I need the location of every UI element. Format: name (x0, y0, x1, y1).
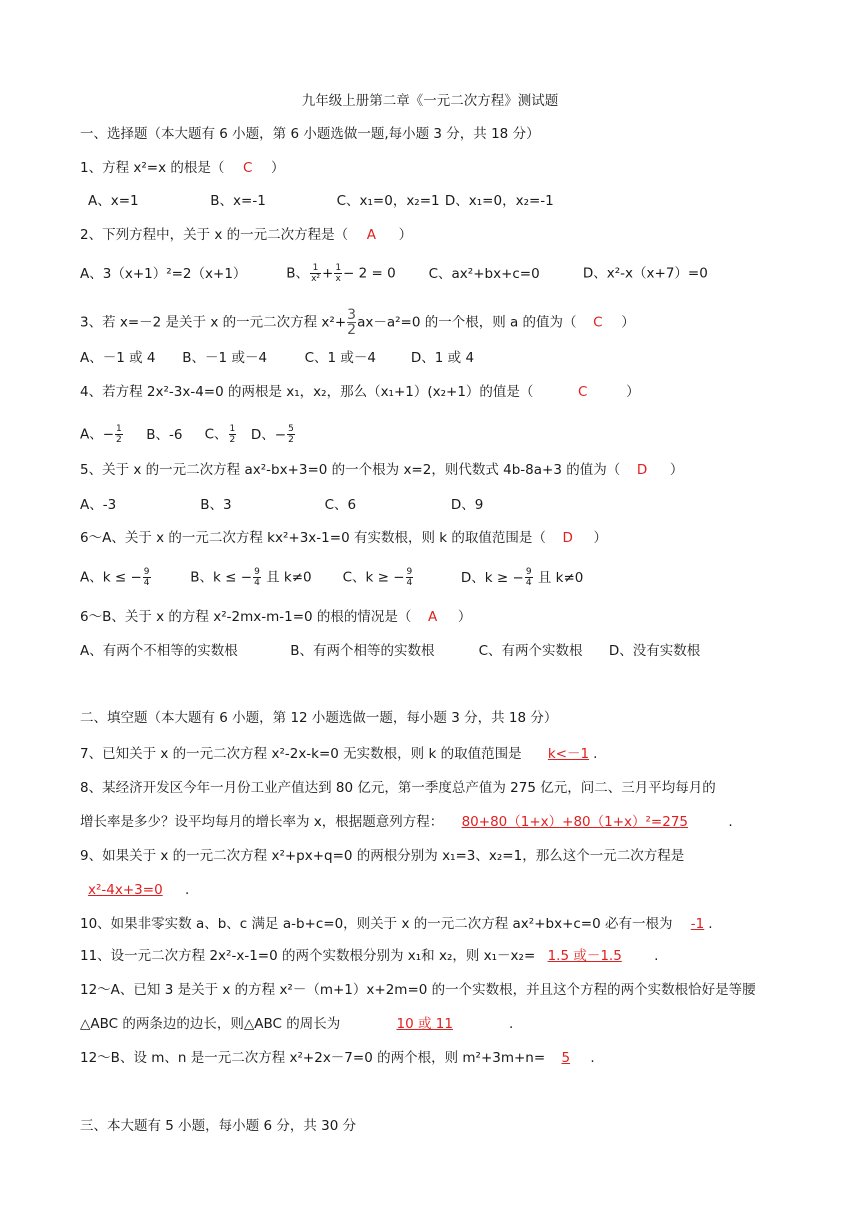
question-7-end: . (593, 746, 598, 762)
option-c-label: C、k ≥ − (342, 569, 405, 586)
question-11-answer: 1.5 或－1.5 (547, 948, 622, 964)
option-b: B、-6 (146, 426, 183, 443)
question-9-end: . (184, 882, 190, 898)
question-12b (80, 1048, 595, 1068)
option-d-label: D、k ≥ − (460, 569, 524, 586)
question-10-stem: 10、如果非零实数 a、b、c 满足 a-b+c=0，则关于 x 的一元二次方程 ax²+bx+c=0 必有一根为 (80, 916, 673, 932)
question-1-answer: C (242, 160, 253, 176)
numerator: 1 (116, 424, 122, 434)
option-a: A、x=1 (88, 193, 139, 209)
question-5-answer: D (636, 462, 648, 478)
numerator: 1 (335, 263, 342, 273)
option-c: C、有两个实数根 (478, 643, 583, 659)
question-11 (80, 946, 658, 966)
question-3-options (80, 348, 474, 368)
question-10-answer: -1 (690, 916, 705, 932)
question-6b-options (80, 641, 700, 661)
numerator: 1 (310, 263, 321, 274)
question-1-close: ） (271, 160, 285, 176)
option-a (80, 424, 142, 445)
question-3-stem-a: 3、若 x=－2 是关于 x 的一元二次方程 x²+ (80, 314, 347, 331)
option-b-tail: 且 k≠0 (266, 569, 312, 586)
question-6a-options (80, 567, 583, 588)
question-8-stem: 增长率是多少？设平均每月的增长率为 x，根据题意列方程： (80, 814, 444, 830)
question-5-close: ） (669, 462, 684, 478)
option-b: B、3 (200, 497, 232, 513)
option-c (343, 567, 457, 588)
option-a: A、－1 或 4 (80, 350, 156, 366)
denominator: 2 (347, 322, 357, 338)
question-5-stem: 5、关于 x 的一元二次方程 ax²-bx+3=0 的一个根为 x=2，则代数式 4b-8a+3 的值为（ (80, 462, 621, 478)
option-b (190, 567, 338, 588)
option-d: D、没有实数根 (608, 643, 701, 659)
numerator: 9 (254, 567, 260, 577)
fraction (406, 567, 414, 588)
option-c-label: C、 (204, 426, 228, 443)
section1-heading: 一、选择题（本大题有 6 小题，第 6 小题选做一题,每小题 3 分，共 18 分） (80, 126, 540, 142)
question-6a (80, 528, 607, 548)
question-3 (80, 308, 635, 337)
section3-heading: 三、本大题有 5 小题，每小题 6 分，共 30 分 (80, 1118, 357, 1134)
option-a: A、3（x+1）²=2（x+1） (80, 265, 247, 282)
option-b (286, 263, 424, 284)
option-c (205, 424, 247, 445)
denominator: 4 (406, 578, 413, 588)
question-1 (80, 158, 285, 178)
question-12a-line1: 12～A、已知 3 是关于 x 的方程 x²－（m+1）x+2m=0 的一个实数根，并且这个方程的两个实数根恰好是等腰 (80, 982, 756, 998)
question-6b (80, 607, 471, 627)
denominator: 4 (254, 578, 260, 588)
question-6b-answer: A (427, 609, 438, 625)
question-12a-answer: 10 或 11 (396, 1016, 453, 1032)
fraction (310, 263, 321, 284)
option-c: C、x₁=0，x₂=1 (336, 193, 440, 209)
question-8-line1: 8、某经济开发区今年一月份工业产值达到 80 亿元，第一季度总产值为 275 亿元，问二、三月平均每月的 (80, 780, 716, 796)
question-6a-answer: D (562, 530, 573, 546)
question-8-answer: 80+80（1+x）+80（1+x）²=275 (461, 814, 689, 830)
question-2-close: ） (398, 227, 413, 243)
question-3-stem-b: ax－a²=0 的一个根，则 a 的值为（ (357, 314, 577, 331)
question-3-answer: C (593, 314, 603, 331)
option-b: B、x=-1 (210, 193, 266, 209)
denominator: 4 (143, 578, 150, 588)
question-11-end: . (654, 948, 659, 964)
option-a: A、-3 (80, 497, 117, 513)
question-1-stem: 1、方程 x²=x 的根是（ (80, 160, 225, 176)
plus-sign: + (322, 265, 334, 282)
question-6a-stem: 6～A、关于 x 的一元二次方程 kx²+3x-1=0 有实数根，则 k 的取值范围是（ (80, 530, 546, 546)
fraction (115, 424, 123, 445)
question-6a-close: ） (593, 530, 607, 546)
page-title: 九年级上册第二章《一元二次方程》测试题 (301, 93, 559, 109)
question-4-answer: C (578, 384, 588, 400)
question-12b-end: . (590, 1050, 595, 1066)
question-4-stem: 4、若方程 2x²-3x-4=0 的两根是 x₁，x₂，那么（x₁+1）(x₂+1）的值是（ (80, 384, 534, 400)
fraction (334, 263, 342, 284)
question-12a-stem: △ABC 的两条边的边长，则△ABC 的周长为 (80, 1016, 341, 1032)
denominator: 2 (229, 435, 236, 445)
question-12a-end: . (508, 1016, 514, 1032)
question-8-line2 (80, 812, 733, 832)
question-9-line1: 9、如果关于 x 的一元二次方程 x²+px+q=0 的两根分别为 x₁=3、x₂=1，那么这个一元二次方程是 (80, 848, 685, 864)
denominator: 2 (116, 435, 122, 445)
question-4-close: ） (626, 384, 640, 400)
option-b: B、有两个相等的实数根 (290, 643, 435, 659)
question-7 (80, 744, 597, 764)
option-c: C、1 或－4 (304, 350, 376, 366)
option-d-label: D、− (250, 426, 287, 443)
fraction (229, 424, 237, 445)
fraction (347, 308, 356, 337)
option-c: C、6 (324, 497, 357, 513)
numerator: 5 (288, 424, 294, 434)
question-12b-stem: 12～B、设 m、n 是一元二次方程 x²+2x－7=0 的两个根，则 m²+3m+n= (80, 1050, 546, 1066)
option-d: D、1 或 4 (410, 350, 475, 366)
option-d (250, 424, 296, 445)
question-5 (80, 460, 683, 480)
option-d: D、x²-x（x+7）=0 (582, 265, 708, 282)
option-b-tail: − 2 = 0 (343, 265, 396, 282)
question-4-options (80, 424, 296, 445)
question-9-line2 (80, 880, 189, 900)
option-b: B、－1 或－4 (182, 350, 268, 366)
denominator: 4 (525, 578, 532, 588)
denominator: x (335, 274, 341, 284)
question-9-answer: x²-4x+3=0 (88, 882, 163, 898)
option-a-label: A、k ≤ − (80, 569, 142, 586)
fraction (287, 424, 295, 445)
numerator: 9 (525, 567, 532, 577)
question-8-end: . (728, 814, 733, 830)
option-d: D、9 (450, 497, 484, 513)
numerator: 1 (229, 424, 236, 434)
option-d: D、x₁=0，x₂=-1 (444, 193, 554, 209)
fraction (253, 567, 261, 588)
question-10-end: . (708, 916, 713, 932)
fraction (143, 567, 151, 588)
question-2 (80, 225, 412, 245)
question-3-close: ） (621, 314, 635, 331)
option-d-tail: 且 k≠0 (537, 569, 584, 586)
option-a: A、有两个不相等的实数根 (80, 643, 238, 659)
question-10 (80, 914, 713, 934)
question-12b-answer: 5 (561, 1050, 571, 1066)
question-2-stem: 2、下列方程中，关于 x 的一元二次方程是（ (80, 227, 349, 243)
question-2-options (80, 263, 708, 284)
question-7-answer: k<－1 (547, 746, 590, 762)
question-5-options (80, 495, 483, 515)
option-d (460, 567, 584, 588)
option-a (80, 567, 186, 588)
option-a-label: A、− (80, 426, 115, 443)
question-11-stem: 11、设一元二次方程 2x²-x-1=0 的两个实数根分别为 x₁和 x₂，则 x₁－x₂= (80, 948, 536, 964)
question-2-answer: A (366, 227, 377, 243)
option-b-label: B、k ≤ − (190, 569, 253, 586)
numerator: 9 (406, 567, 413, 577)
numerator: 9 (143, 567, 150, 577)
question-1-options (88, 191, 554, 211)
question-12a-line2 (80, 1014, 513, 1034)
question-4 (80, 382, 640, 402)
fraction (525, 567, 533, 588)
question-6b-close: ） (457, 609, 472, 625)
option-c: C、ax²+bx+c=0 (428, 265, 540, 282)
option-b-prefix: B、 (286, 265, 310, 282)
question-6b-stem: 6～B、关于 x 的方程 x²-2mx-m-1=0 的根的情况是（ (80, 609, 412, 625)
numerator: 3 (347, 307, 357, 323)
section2-heading: 二、填空题（本大题有 6 小题，第 12 小题选做一题，每小题 3 分，共 18 分） (80, 710, 558, 726)
question-7-stem: 7、已知关于 x 的一元二次方程 x²-2x-k=0 无实数根，则 k 的取值范围是 (80, 746, 522, 762)
denominator: x² (311, 274, 320, 284)
denominator: 2 (288, 435, 294, 445)
